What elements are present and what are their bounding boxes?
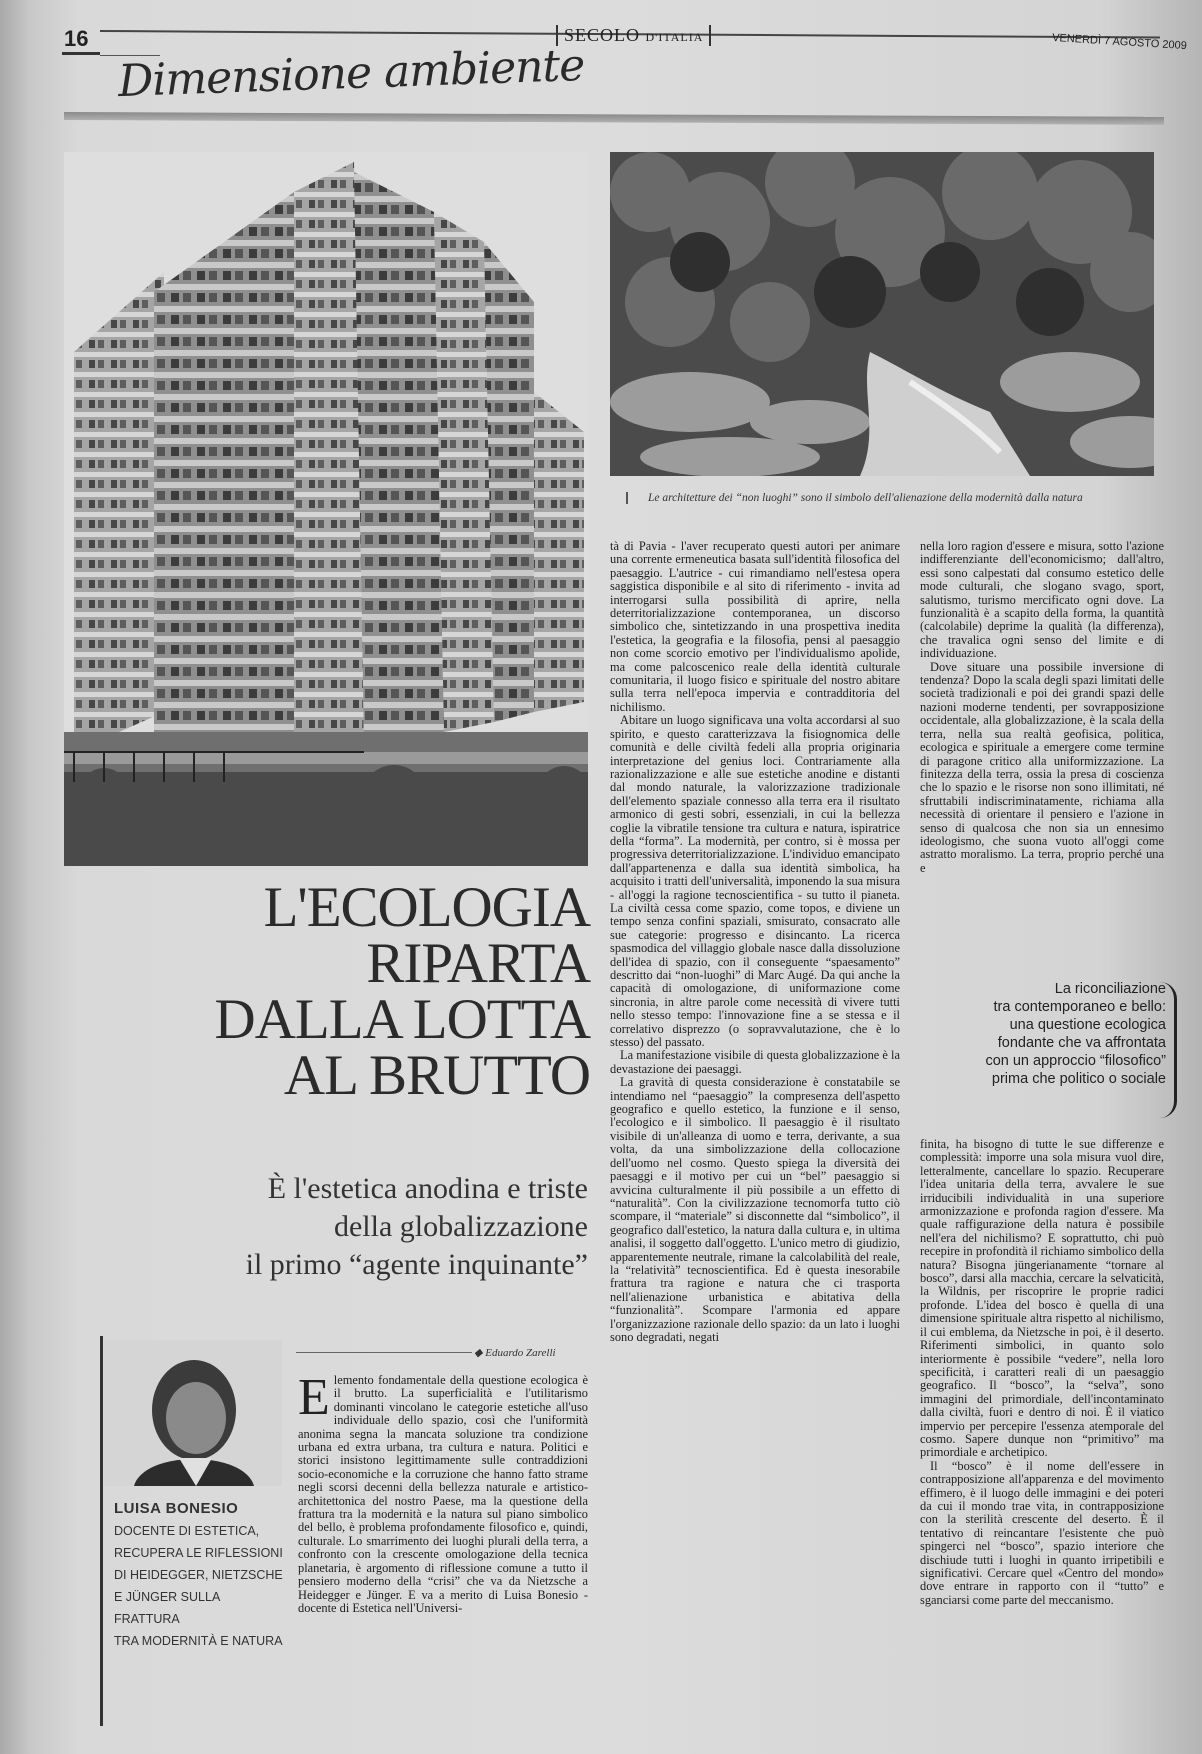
headline-line-2: RIPARTA (366, 932, 590, 995)
author-role-line-3: DI HEIDEGGER, NIETZSCHE (114, 1568, 283, 1582)
pull-quote-line-6: prima che politico o sociale (991, 1071, 1166, 1087)
building-illustration (64, 152, 588, 866)
article-column-4 (920, 1138, 1164, 1738)
author-role-line-2: RECUPERA LE RIFLESSIONI (114, 1546, 283, 1560)
subheadline-line-1: È l'estetica anodina e triste (267, 1172, 588, 1205)
article-paragraph: finita, ha bisogno di tutte le sue differenze e complessità: imporre una sola misura vuol dire, letteralmente, cancellare lo spazio. Recuperare l'idea unitaria della terra, avvalere le sue irriducibili individualità in una superiore armonizzazione e profonda ragion d'essere. Ma quale raffigurazione della natura è possibile nell'era del nichilismo? E soprattutto, chi può recepire in profondità il richiamo simbolico della natura? Bisogna jüngerianamente “tornare al bosco”, darsi alla macchia, cercare la selvaticità, la Wildnis, per riscoprire le proprie radici profonde. L'idea del bosco è quella di una dimensione spirituale altra rispetto al nichilismo, il cui emblema, da Nietzsche in poi, è il deserto. Riferimenti simbolici, in quanto solo interiormente è possibile “vedere”, nella loro specificità, i caratteri reali di un paesaggio geografico. Il “bosco”, la “selva”, sono immagini del primordiale, dell'incontaminato dalla civiltà, fuori e dentro di noi. È il viatico impervio per percepire l'essenza atemporale del cosmo. Sapere dunque non “primitivo” ma primordiale e archetipico. (920, 1138, 1164, 1460)
subheadline-line-2: della globalizzazione (333, 1210, 588, 1243)
headline-line-1: L'ECOLOGIA (263, 876, 590, 939)
article-paragraph: Abitare un luogo significava una volta accordarsi al suo spirito, e questo caratterizzava la fisiognomica delle comunità e delle civiltà fedeli alla propria originaria interpretazione del genius loci. Contrariamente alla razionalizzazione e alle sue estetiche anodine e distanti dal mondo naturale, la valorizzazione tradizionale dell'elemento spaziale connesso alla terra era il risultato armonico di gesti sobri, essenziali, in cui la bellezza coglie la vibratile tensione tra cultura e natura, ispiratrice della “forma”. La modernità, per contro, si è mossa per progressiva deterritorializzazione. L'individuo emancipato dall'appartenenza e dalla sua identità simbolica, ha acquisito i tratti dell'universalità, imponendo la sua misura - all'oggi la ragione tecnoscientifica - su tutto il pianeta. La civiltà cessa come spazio, come topos, e diviene un tempo senza confini spaziali, smisurato, consacrato alle sue categorie: progresso e disincanto. La ricerca spasmodica del villaggio globale nasce dalla dissoluzione dell'idea di spazio, con il conseguente “spaesamento” descritto dai “non-luoghi” di Marc Augé. Da qui anche la capacità di omologazione, di uniformazione come sincronia, in altre parole come necessità di vivere tutti nello stesso tempo: l'innovazione fine a se stessa e il correlativo disprezzo (o sopravvalutazione, che è lo stesso) del passato. (610, 713, 900, 1050)
article-text: lemento fondamentale della questione ecologica è il brutto. La superficialità e l'utilitarismo dominanti vincolano le categorie estetiche all'uso individuale dello spazio, così che l'uniformità anonima segna la mancata soluzione tra condizione urbana ed extra urbana, tra cultura e natura. Politici e storici insistono legittimamente sulle contraddizioni socio-economiche e la corruzione che hanno fatto strame negli scorsi decenni della bellezza naturale e artistico-architettonica del nostro Paese, ma la questione della frattura tra la modernità e la natura sul piano simbolico del bello, è problema profondamente filosofico e, quindi, culturale. Lo smarrimento dei luoghi plurali della terra, a confronto con la crescente omologazione della tecnica planetaria, è argomento di riflessione comune a tutto il pensiero moderno della “crisi” che va da Nietzsche a Heidegger e Jünger. E va a merito di Luisa Bonesio - docente di Estetica nell'Universi- (298, 1374, 588, 1615)
author-box-rule (100, 1336, 103, 1726)
article-paragraph: Dove situare una possibile inversione di tendenza? Dopo la scala degli spazi limitati delle società tradizionali e poi dei grandi spazi delle nazioni moderne tendenti, per sovrapposizione occidentale, alla globalizzazione, è la scala della terra, nella sua realtà geofisica, politica, ecologica e spirituale a emergere come termine di paragone critico alla uniformizzazione. La finitezza della terra, ossia la presa di coscienza che lo spazio e le risorse non sono illimitati, né sfruttabili indiscriminatamente, richiama alla necessità di orientare il pensiero e l'azione in senso di qualcosa che non sia un ennesimo ideologismo, che suona vuoto all'oggi come astratto moralismo. La terra, proprio perché una e (920, 659, 1164, 875)
author-role-line-1: DOCENTE DI ESTETICA, (114, 1524, 260, 1538)
article-column-2 (610, 540, 900, 1736)
article-paragraph: Il “bosco” è il nome dell'essere in contrapposizione all'apparenza e del movimento effimero, è il luogo delle immagini e dei poteri da cui il mondo trae vita, in contrapposizione con la sterilità crescente del deserto. È il tentativo di reincantare l'esistente che può spingerci nel “bosco”, spazio interiore che dischiude tutti i luoghi in quanto irripetibili e significativi. Cercare quel «Centro del mondo» dove entrare in rapporto con il “tutto” e sganciarsi come parte del meccanismo. (920, 1458, 1164, 1607)
pull-quote-bracket (1160, 982, 1177, 1118)
article-paragraph (298, 1374, 588, 1615)
article-paragraph: La manifestazione visibile di questa globalizzazione è la devastazione dei paesaggi. (610, 1048, 900, 1076)
page-number: 16 (64, 26, 89, 51)
pull-quote-line-2: tra contemporaneo e bello: (993, 999, 1166, 1015)
pull-quote-line-4: fondante che va affrontata (997, 1035, 1166, 1051)
article-paragraph: tà di Pavia - l'aver recuperato questi autori per animare una corrente ermeneutica basata sull'identità filosofica del paesaggio. L'autrice - cui rimandiamo nell'estesa opera saggistica disponibile e al sito di riferimento - invita ad interrogarsi sulla possibilità di aprire, nella deterritorializzazione contemporanea, un discorso simbolico che, sintetizzando in una prospettiva inedita l'estetica, la geografia e la filosofia, pensi al paesaggio non come scorcio emotivo per l'individualismo apolide, ma come palcoscenico reale della identità culturale comunitaria, il luogo fisico e spirituale del nostro abitare sulla terra nell'epoca impervia e contradditoria del nichilismo. (610, 540, 900, 714)
byline: ◆ Eduardo Zarelli (474, 1347, 556, 1359)
author-name: LUISA BONESIO (114, 1500, 239, 1517)
header-band (64, 112, 1164, 125)
section-rubric: Dimensione ambiente (117, 39, 585, 108)
headline (180, 876, 590, 1107)
photo-caption: Le architetture dei “non luoghi” sono il simbolo dell'alienazione della modernità dalla natura (626, 492, 1202, 504)
issue-date: VENERDÌ 7 AGOSTO 2009 (1051, 31, 1188, 53)
river-illustration (610, 152, 1154, 476)
article-column-3 (920, 540, 1164, 950)
pull-quote-line-3: una questione ecologica (1009, 1017, 1166, 1033)
author-portrait (104, 1340, 282, 1486)
pull-quote (930, 980, 1166, 1088)
author-role-line-5: TRA MODERNITÀ E NATURA (114, 1634, 283, 1648)
river-photo (610, 152, 1154, 476)
article-column-1 (298, 1374, 588, 1734)
subheadline-line-3: il primo “agente inquinante” (245, 1248, 588, 1281)
byline-rule (296, 1352, 472, 1353)
byline-author: Eduardo Zarelli (485, 1347, 556, 1359)
headline-line-3: DALLA LOTTA (214, 988, 590, 1051)
article-paragraph: nella loro ragion d'essere e misura, sotto l'azione indifferenziante dell'economicismo; dall'altro, essi sono calpestati dal consumo estetico delle mode culturali, che slogano svago, sport, salutismo, turismo mercificato ogni dove. La funzionalità è a scapito della forma, la quantità (calcolabile) deprime la qualità (la differenza), che travalica ogni senso del limite e di individuazione. (920, 540, 1164, 661)
pull-quote-line-5: con un approccio “filosofico” (985, 1053, 1166, 1069)
building-photo (64, 152, 588, 866)
headline-line-4: AL BRUTTO (283, 1044, 590, 1107)
author-photo (104, 1340, 282, 1486)
author-role (114, 1520, 284, 1652)
subheadline (110, 1170, 588, 1284)
newspaper-suffix: D'ITALIA (645, 30, 704, 44)
newspaper-title: SECOLO (564, 25, 641, 45)
pull-quote-line-1: La riconciliazione (1054, 981, 1166, 997)
article-paragraph: La gravità di questa considerazione è constatabile se intendiamo nel “paesaggio” la compresenza dell'aspetto geografico e quello estetico, la funzione e il senso, l'ecologico e il simbolico. Il paesaggio è il risultato visibile di un'alleanza di uomo e terra, derivante, a sua volta, da una simbolizzazione della collocazione dell'uomo nel cosmo. Questo spiega la diversità dei paesaggi e il motivo per cui un “bel” paesaggio si avvicina culturalmente il più possibile a un effetto di “naturalità”. Con la civilizzazione tecnomorfa tutto ciò scompare, il “materiale” si disconnette dal “simbolico”, il geografico dall'estetico, la natura dalla cultura e, in ultima analisi, il soggetto dall'oggetto. L'unico metro di giudizio, apparentemente neutrale, rimane la calcolabilità del reale, la “relatività” tecnoscientifica. Ed è questa inesorabile frattura tra ragione e natura che ci trasporta nell'alienazione urbanistica e abitativa della “funzionalità”. Scompare l'armonia ed appare l'organizzazione razionale dello spazio: da un lato i luoghi sono degradati, negati (610, 1075, 900, 1344)
drop-cap: E (298, 1374, 330, 1426)
author-role-line-4: E JÜNGER SULLA FRATTURA (114, 1590, 220, 1626)
